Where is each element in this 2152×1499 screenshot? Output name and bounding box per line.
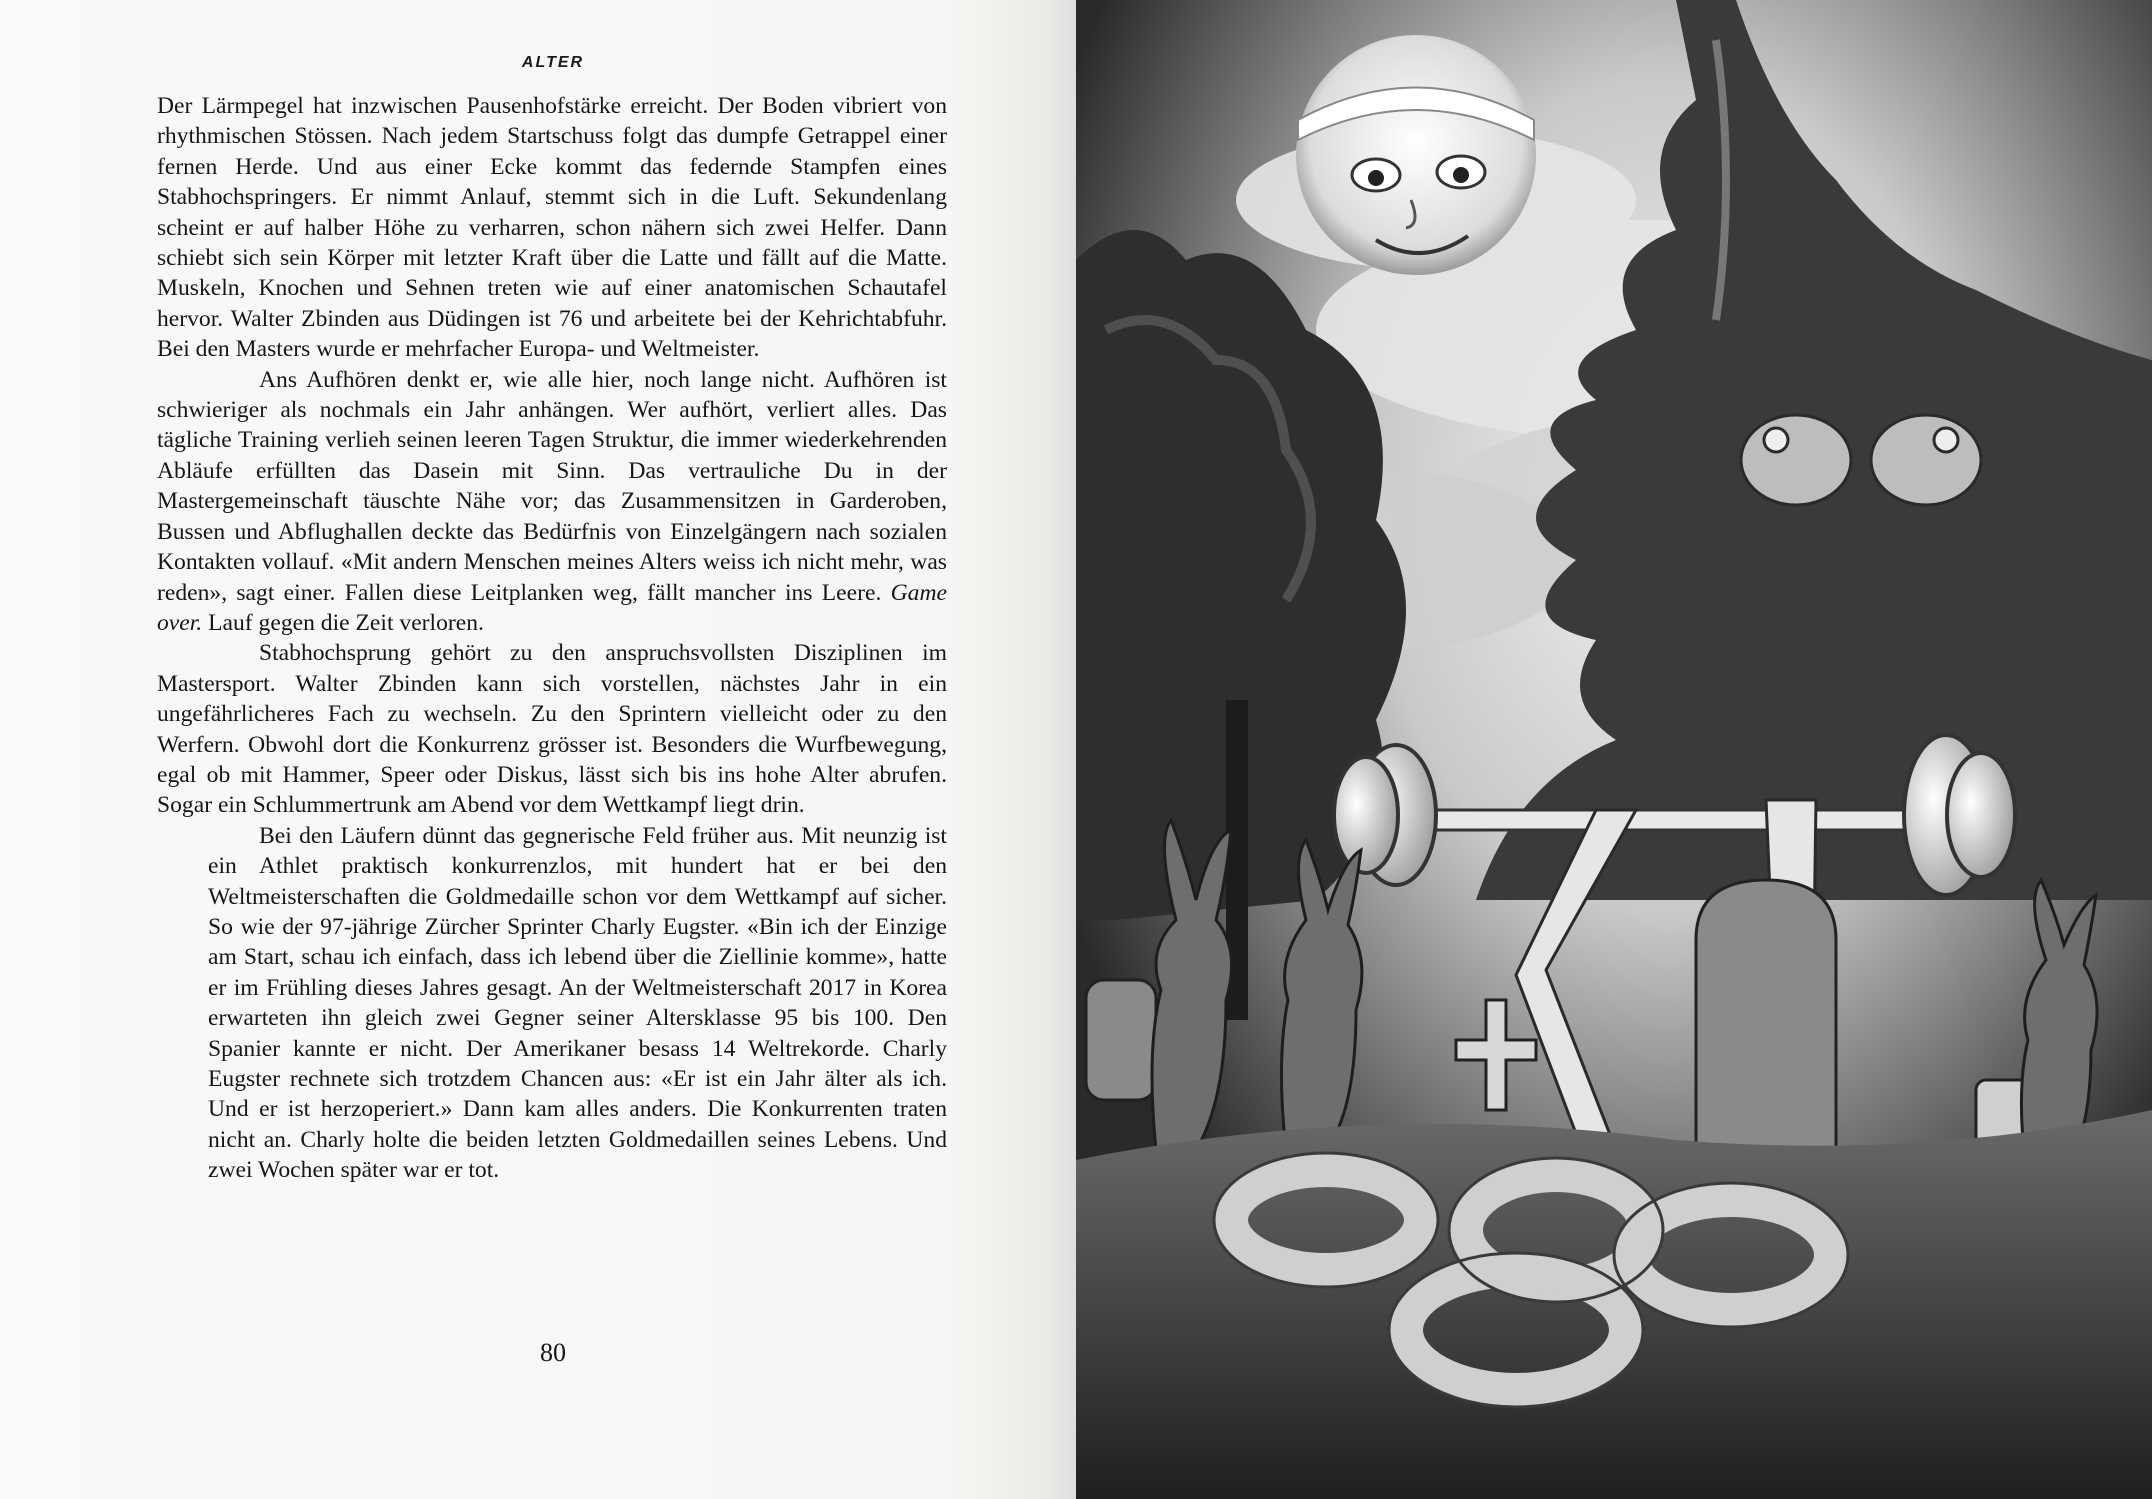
text-run: Lauf gegen die Zeit verloren. [202,609,484,636]
text-run: Ans Aufhören denkt er, wie alle hier, noch lange nicht. Aufhören ist schwieriger als nochmals ein Jahr anhängen. Wer aufhört, verliert alles. Das tägliche Training verlieh seinen leeren Tagen Struktur, die immer wiederkehrenden Abläufe erfüllten das Dasein mit Sinn. Das vertrauliche Du in der Mastergemeinschaft täuschte Nähe vor; das Zusammensitzen in Garderoben, Bussen und Abflughallen deckte das Bedürfnis von Einzelgängern nach sozialen Kontakten vollauf. «Mit andern Menschen meines Alters weiss ich nicht mehr, was reden», sagt einer. Fallen diese Leitplanken weg, fällt mancher ins Leere. [157,366,947,606]
text-run: Der Lärmpegel hat inzwischen Pausenhofstärke erreicht. Der Boden vibriert von rhythmischen Stössen. Nach jedem Startschuss folgt das dumpfe Getrappel einer fernen Herde. Und aus einer Ecke kommt das federnde Stampfen eines Stabhochspringers. Er nimmt Anlauf, stemmt sich in die Luft. Sekundenlang scheint er auf halber Höhe zu verharren, schon nähern sich zwei Helfer. Dann schiebt sich sein Körper mit letzter Kraft über die Latte und fällt auf die Matte. Muskeln, Knochen und Sehnen treten wie auf einer anatomischen Schautafel hervor. Walter Zbinden aus Düdingen ist 76 und arbeitete bei der Kehrichtabfuhr. Bei den Masters wurde er mehrfacher Europa- und Weltmeister. [157,93,947,363]
body-text [157,91,947,1186]
paragraph-2 [157,365,947,639]
paragraph-3 [157,638,947,820]
illustration-page [1076,0,2152,1499]
paragraph-1 [157,91,947,365]
text-run: Stabhochsprung gehört zu den anspruchsvollsten Disziplinen im Mastersport. Walter Zbinden kann sich vorstellen, nächstes Jahr in ein ungefährlicheres Fach zu wechseln. Zu den Sprintern vielleicht oder zu den Werfern. Obwohl dort die Konkurrenz grösser ist. Besonders die Wurfbewegung, egal ob mit Hammer, Speer oder Diskus, lässt sich bis ins hohe Alter abrufen. Sogar ein Schlummertrunk am Abend vor dem Wettkampf liegt drin. [157,640,947,819]
paragraph-4 [208,821,947,1186]
page-number: 80 [540,1338,566,1367]
moon-face [1296,35,1536,275]
italic-phrase: Game over. [157,579,947,636]
illustration [1076,0,2152,1499]
text-run: Bei den Läufern dünnt das gegnerische Feld früher aus. Mit neunzig ist ein Athlet praktisch konkurrenzlos, mit hundert hat er bei den Weltmeisterschaften die Goldmedaille schon vor dem Wettkampf auf sicher. So wie der 97-jährige Zürcher Sprinter Charly Eugster. «Bin ich der Einzige am Start, schau ich einfach, dass ich lebend über die Ziellinie komme», hatte er im Frühling dieses Jahres gesagt. An der Weltmeisterschaft 2017 in Korea erwarteten ihn gleich zwei Gegner seiner Altersklasse 95 bis 100. Den Spanier kannte er nicht. Der Amerikaner besass 14 Weltrekorde. Charly Eugster rechnete sich trotzdem Chancen aus: «Er ist ein Jahr älter als ich. Und er ist herzoperiert.» Dann kam alles anders. Die Konkurrenten traten nicht an. Charly holte die beiden letzten Goldmedaillen seines Lebens. Und zwei Wochen später war er tot. [208,822,947,1184]
running-head: ALTER [521,54,585,71]
